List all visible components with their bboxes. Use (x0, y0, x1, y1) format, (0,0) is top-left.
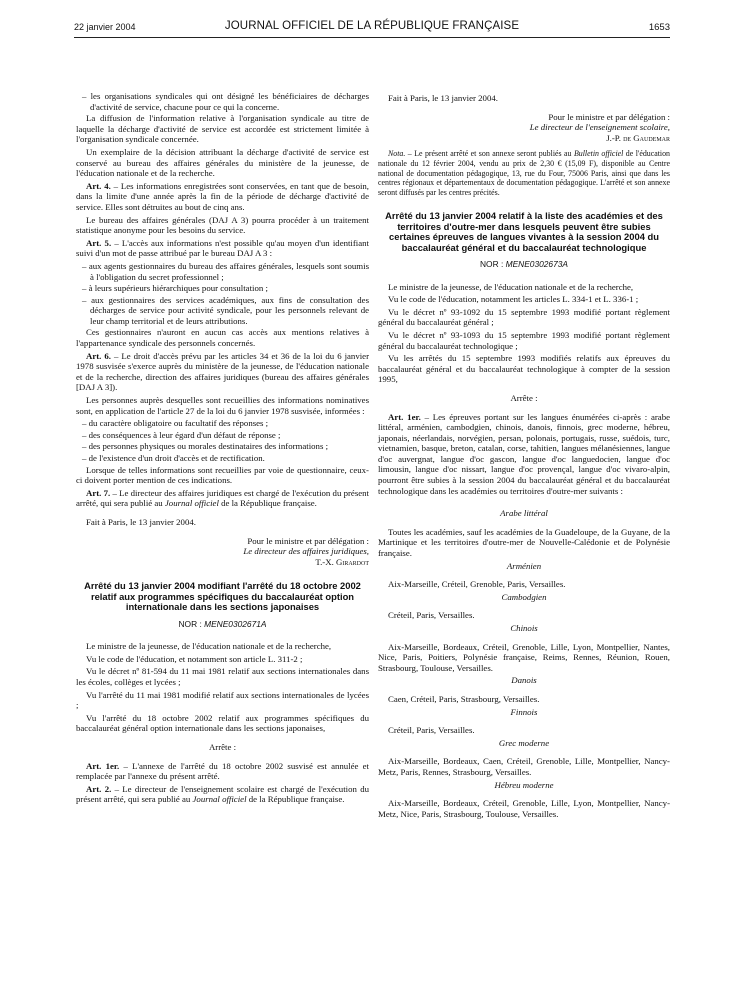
page-header (74, 20, 670, 36)
paragraph: Vu l'arrêté du 11 mai 1981 modifié relatif aux sections internationales de lycées ; (76, 689, 369, 711)
article-text: – Les informations enregistrées sont conservées, en tant que de besoin, dans la limite d'une année après la fin de la période de décharge d'activité de service. Elles sont détruites au bout de cinq ans. (76, 180, 370, 212)
article-label: Art. 1er. (86, 760, 120, 771)
nor-reference (378, 259, 670, 270)
right-column (378, 93, 670, 821)
language-name: Chinois (510, 623, 538, 633)
left-column (76, 91, 369, 807)
article-text: – Les épreuves portant sur les langues énumérées ci-après : arabe littéral, arménien, cambodgien, chinois, danois, finnois, grec moderne, hébreu, japonais, néerlandais, norvégien, persan, polonais, portugais, russe, suédois, turc, vietnamien, basque, breton, catalan, corse, tahitien, langues mélanésiennes, langue d'oc auvergnat, langue d'oc gascon, langue d'oc languedocien, langue d'oc limousin, langue d'oc nissart, langue d'oc provençal, langue d'oc vivaro-alpin, pourront être subies à la session 2004 du baccalauréat général et du baccalauréat technologique dans les académies ou territoires d'outre-mer suivants : (378, 411, 670, 496)
article-text: de la République française. (246, 794, 345, 805)
signature-title: Le directeur des affaires juridiques, (243, 546, 369, 557)
language-name: Arménien (506, 560, 542, 571)
language-section (378, 707, 670, 736)
academies-list: Aix-Marseille, Créteil, Grenoble, Paris, Versailles. (388, 579, 566, 590)
academies-list: Créteil, Paris, Versailles. (388, 725, 475, 736)
paragraph: Le ministre de la jeunesse, de l'éducation nationale et de la recherche, (86, 641, 332, 652)
place-date: Fait à Paris, le 13 janvier 2004. (388, 93, 498, 103)
note-text: de l'éducation nationale du 12 février 2004, vendu au prix de 2,30 € (15,09 F), disponible au Centre national de documentation pédagogique, 13, rue du Four, 75006 Paris, ainsi que dans les centres régionaux et départementaux de documentation pédagogique. L'arrêté et son annexe seront diffusés par les centres précités. (378, 149, 670, 197)
article-label: Art. 4. (86, 180, 111, 191)
academies-list: Toutes les académies, sauf les académies de la Guadeloupe, de la Guyane, de la Martinique et les territoires d'outre-mer de Nouvelle-Calédonie et de Polynésie française. (378, 526, 670, 559)
article-2 (76, 784, 369, 805)
academies-list: Caen, Créteil, Paris, Strasbourg, Versailles. (388, 693, 540, 704)
article-1 (76, 761, 369, 782)
arrete-heading: Arrête : (208, 741, 237, 752)
decree-title: Arrêté du 13 janvier 2004 relatif à la liste des académies et des territoires d'outre-mer dans lesquels peuvent être subies certaines épreuves de langues vivantes à la session 2004 du baccalauréat général et du baccalauréat technologique (385, 210, 663, 253)
paragraph: Un exemplaire de la décision attribuant la décharge d'activité de service est conservé au bureau des affaires générales du ministère de la jeunesse, de l'éducation nationale et de la recherche. (76, 146, 369, 179)
article-7 (76, 488, 369, 509)
language-section (378, 675, 670, 704)
article-label: Art. 2. (86, 783, 112, 794)
paragraph: Lorsque de telles informations sont recueillies par voie de questionnaire, ceux-ci doivent porter mention de ces indications. (76, 464, 369, 486)
list-item: – des conséquences à leur égard d'un défaut de réponse ; (82, 429, 281, 440)
article-label: Art. 1er. (388, 411, 421, 422)
language-section (378, 623, 670, 673)
note-label: Nota. (388, 149, 406, 159)
language-section (378, 592, 670, 621)
nor-code: MENE0302671A (204, 618, 267, 629)
article-text: – L'annexe de l'arrêté du 18 octobre 2002 susvisé est annulée et remplacée par l'annexe du présent arrêté. (76, 760, 369, 782)
article-text: – Le directeur de l'enseignement scolaire est chargé de l'exécution du présent arrêté, qui sera publié au (76, 783, 369, 805)
list-item: – des personnes physiques ou morales destinataires des informations ; (82, 441, 329, 452)
paragraph: Ces gestionnaires n'auront en aucun cas accès aux mentions relatives à l'appartenance syndicale des personnels concernés. (76, 327, 369, 349)
journal-title: JOURNAL OFFICIEL DE LA RÉPUBLIQUE FRANÇAISE (224, 20, 520, 32)
paragraph: Le ministre de la jeunesse, de l'éducation nationale et de la recherche, (388, 281, 634, 292)
nor-label: NOR : (178, 618, 205, 629)
article-text: – L'accès aux informations n'est possible qu'au moyen d'un identifiant suivi d'un mot de passe attribué par le bureau DAJ A 3 : (76, 237, 369, 259)
paragraph: Vu le décret nº 93-1092 du 15 septembre 1993 modifié portant règlement général du baccalauréat général ; (378, 306, 670, 328)
article-5 (76, 238, 369, 259)
language-name: Finnois (510, 706, 538, 717)
list-item: – du caractère obligatoire ou facultatif des réponses ; (82, 418, 269, 429)
paragraph: La diffusion de l'information relative à l'organisation syndicale au titre de laquelle la décharge d'activité de service est accordée est strictement limitée à l'organisation syndicale concernée. (76, 113, 369, 145)
article-1 (378, 412, 670, 497)
language-section (378, 738, 670, 778)
paragraph: Les personnes auprès desquelles sont recueillies des informations nominatives sont, en application de l'article 27 de la loi du 6 janvier 1978 susvisée, informées : (76, 395, 369, 416)
language-section (378, 780, 670, 820)
paragraph: Le bureau des affaires générales (DAJ A 3) pourra procéder à un traitement statistique anonyme pour les besoins du service. (76, 214, 369, 236)
language-name: Cambodgien (501, 591, 547, 602)
paragraph: Vu le code de l'éducation, notamment les articles L. 334-1 et L. 336-1 ; (388, 294, 639, 305)
header-date: 22 janvier 2004 (74, 22, 136, 32)
article-label: Art. 5. (86, 237, 112, 248)
academies-list: Aix-Marseille, Bordeaux, Caen, Créteil, Grenoble, Lille, Montpellier, Nancy-Metz, Paris, Rennes, Strasbourg, Versailles. (378, 756, 670, 777)
note-text: – Le présent arrêté et son annexe seront publiés au (405, 149, 574, 159)
nor-label: NOR : (480, 258, 506, 269)
nor-reference (76, 619, 369, 630)
paragraph: Vu l'arrêté du 18 octobre 2002 relatif aux programmes spécifiques du baccalauréat général option internationale dans les sections japonaises, (76, 712, 369, 734)
language-name: Hébreu moderne (494, 779, 554, 790)
language-section (378, 508, 670, 558)
list-item: – à leurs supérieurs hiérarchiques pour consultation ; (82, 283, 268, 294)
paragraph: – les organisations syndicales qui ont désigné les bénéficiaires de décharges d'activité de service, chacune pour ce qui la concerne. (82, 91, 369, 112)
publication-note (378, 149, 670, 197)
list-item: – aux gestionnaires des services académiques, aux fins de consultation des décharges de service pour activité syndicale, pour les personnels relevant de leur champ territorial et de leurs attributions. (82, 294, 369, 326)
paragraph: Vu le décret nº 81-594 du 11 mai 1981 relatif aux sections internationales dans les écoles, collèges et lycées ; (76, 666, 369, 687)
paragraph: Vu le décret nº 93-1093 du 15 septembre 1993 modifié portant règlement général du baccalauréat technologique ; (378, 329, 670, 351)
paragraph: Vu les arrêtés du 15 septembre 1993 modifiés relatifs aux épreuves du baccalauréat général et du baccalauréat technologique à compter de la session 1995, (378, 353, 670, 385)
language-section (378, 561, 670, 590)
academies-list: Créteil, Paris, Versailles. (388, 610, 475, 621)
list-item: – de l'existence d'un droit d'accès et de rectification. (82, 453, 265, 463)
journal-reference: Journal officiel (164, 498, 219, 509)
article-4 (76, 181, 369, 213)
article-label: Art. 6. (86, 350, 111, 361)
signature-title: Le directeur de l'enseignement scolaire, (529, 122, 670, 133)
header-rule (74, 37, 670, 38)
language-list (378, 508, 670, 819)
article-text: – Le droit d'accès prévu par les articles 34 et 36 de la loi du 6 janvier 1978 susvisée s'exerce auprès du ministère de la jeunesse, de l'éducation nationale et de la recherche, direction des affaires juridiques (bureau des affaires générales [DAJ A 3]). (76, 350, 370, 393)
article-text: de la République française. (218, 498, 317, 509)
signature-line: Pour le ministre et par délégation : (247, 535, 369, 546)
signature-name: T.-X. Girardot (315, 556, 369, 567)
language-name: Danois (511, 675, 537, 686)
journal-reference: Journal officiel (192, 794, 247, 805)
article-text: – Le directeur des affaires juridiques est chargé de l'exécution du présent arrêté, qui sera publié au (76, 487, 369, 509)
list-item: – aux agents gestionnaires du bureau des affaires générales, lesquels sont soumis à l'obligation du secret professionnel ; (82, 260, 369, 282)
article-label: Art. 7. (86, 487, 111, 498)
page-number: 1653 (648, 22, 670, 33)
bulletin-reference: Bulletin officiel (573, 149, 624, 159)
paragraph: Vu le code de l'éducation, et notamment son article L. 311-2 ; (86, 653, 303, 664)
arrete-heading: Arrête : (510, 392, 538, 403)
language-name: Arabe littéral (500, 508, 548, 519)
academies-list: Aix-Marseille, Bordeaux, Créteil, Grenoble, Lille, Lyon, Montpellier, Nancy-Metz, Nice, Paris, Strasbourg, Toulouse, Versailles. (378, 798, 670, 819)
academies-list: Aix-Marseille, Bordeaux, Créteil, Grenoble, Lille, Lyon, Montpellier, Nantes, Nice, Paris, Poitiers, Polynésie française, Reims, Rennes, Réunion, Rouen, Strasbourg, Toulouse, Versailles. (378, 641, 670, 673)
signature-name: J.-P. de Gaudemar (606, 132, 670, 143)
language-name: Grec moderne (498, 737, 550, 748)
decree-title: Arrêté du 13 janvier 2004 modifiant l'arrêté du 18 octobre 2002 relatif aux programmes spécifiques du baccalauréat option internationale dans les sections japonaises (84, 580, 361, 613)
signature-line: Pour le ministre et par délégation : (548, 111, 670, 122)
nor-code: MENE0302673A (505, 258, 568, 269)
place-date: Fait à Paris, le 13 janvier 2004. (86, 516, 196, 527)
article-6 (76, 351, 369, 393)
